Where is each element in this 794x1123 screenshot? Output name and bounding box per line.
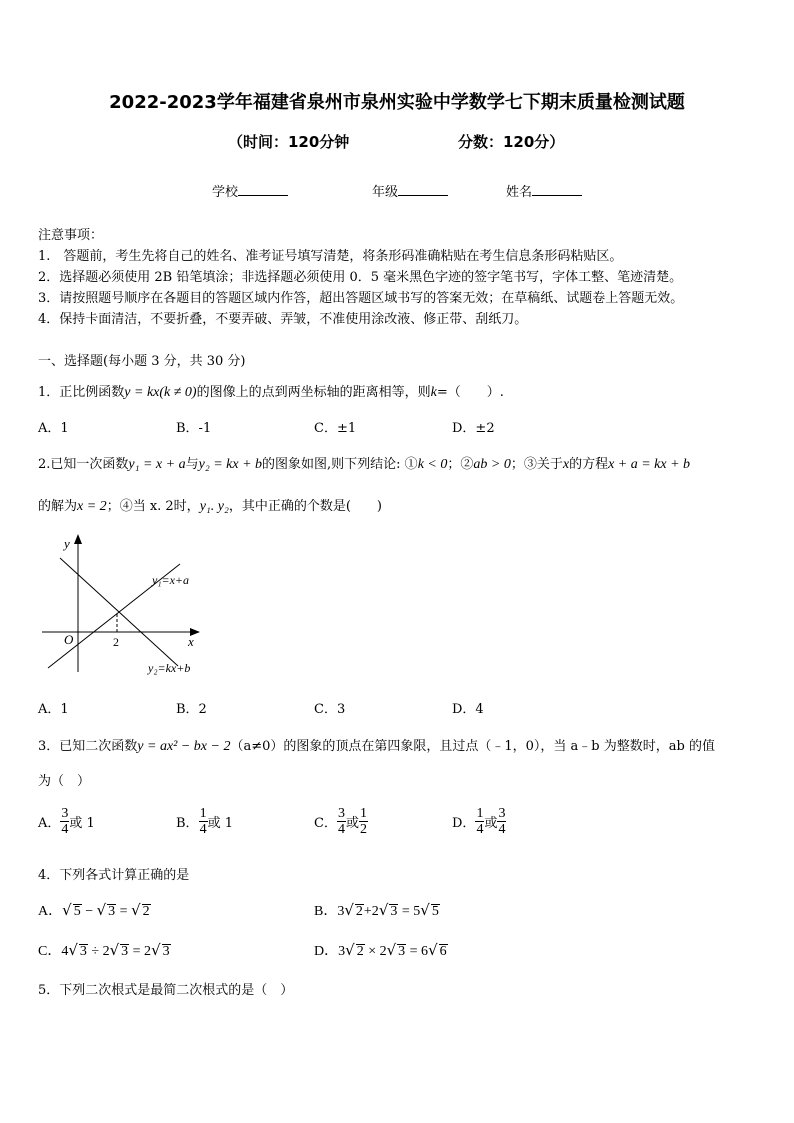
q4-a-rad2: 3 (108, 904, 116, 919)
q1-option-c[interactable]: C．±1 (314, 421, 357, 436)
q3-c-den2: 2 (359, 822, 367, 837)
q3-text-a: 3．已知二次函数 (38, 739, 138, 754)
q2-expr-7: x = 2 (77, 499, 107, 514)
exam-time: （时间：120分钟 (228, 133, 350, 151)
q4-d-op: × 2 (368, 944, 387, 959)
question-3-line2: 为（ ） (38, 774, 91, 789)
question-2-line2 (38, 495, 382, 515)
q3-b-den: 4 (199, 822, 207, 837)
q2-expr-6: x + a = kx + b (608, 457, 691, 472)
q4-c-rad1: 3 (79, 944, 87, 959)
q4-option-b[interactable] (314, 900, 440, 920)
q2-option-d[interactable]: D．4 (452, 702, 484, 717)
notice-item: 2．选择题必须使用 2B 铅笔填涂；非选择题必须使用 0．5 毫米黑色字迹的签字笔书写，字体工整、笔迹清楚。 (38, 270, 683, 285)
radical-icon: √ (62, 901, 72, 919)
name-field (506, 181, 582, 200)
q2-text-h: ；④当 x. 2时， (106, 499, 200, 514)
q3-option-a[interactable] (38, 806, 95, 837)
q3-a-tail: 或 1 (69, 816, 95, 831)
q4-b-eq: = 5 (401, 904, 421, 919)
q4-a-label: A． (38, 904, 63, 919)
origin-label: O (64, 632, 74, 647)
q4-d-coef1: 3 (338, 944, 346, 959)
q4-d-rad2: 3 (398, 944, 406, 959)
q3-option-d[interactable] (452, 806, 506, 837)
q2-text-f: 的方程 (569, 457, 609, 472)
line-y1-label: y₁=x+a (152, 573, 190, 587)
q2-graph (38, 530, 208, 680)
q1-text-a: 1．正比例函数 (38, 385, 125, 400)
q1-text-c: =（ ）. (436, 385, 504, 400)
q3-b-frac (199, 806, 208, 837)
q4-c-rad2: 3 (121, 944, 129, 959)
q3-expr: y = ax² − bx − 2 (137, 739, 231, 754)
q4-c-eq: = 2 (132, 944, 152, 959)
q2-option-c[interactable]: C．3 (314, 702, 346, 717)
section-title: 一、选择题(每小题 3 分，共 30 分) (38, 354, 246, 369)
q1-option-d[interactable]: D．±2 (452, 421, 495, 436)
x-label: x (188, 634, 194, 649)
q4-a-eq: = (119, 904, 128, 919)
y-label: y (64, 536, 70, 551)
q2-expr-5: x (562, 457, 570, 472)
notice-item: 3．请按照题号顺序在各题目的答题区域内作答，超出答题区域书写的答案无效；在草稿纸、试题卷上答题无效。 (38, 291, 684, 306)
radical-icon: √ (109, 941, 120, 959)
q2-expr-3: k < 0 (417, 457, 448, 472)
q4-d-label: D． (314, 944, 339, 959)
question-1 (38, 381, 504, 401)
q2-option-b[interactable]: B．2 (176, 702, 207, 717)
radical-icon: √ (131, 901, 141, 919)
q2-text-g: 的解为 (38, 499, 78, 514)
q4-d-rad1: 2 (356, 944, 364, 959)
q2-expr-1: y₁ = x + a (128, 457, 186, 472)
name-blank[interactable] (532, 183, 582, 196)
tick-2-label: 2 (113, 635, 119, 649)
q1-option-a[interactable]: A．1 (38, 421, 69, 436)
radical-icon: √ (420, 901, 430, 919)
q4-a-op: − (85, 904, 94, 919)
q4-b-op: +2 (363, 904, 379, 919)
q2-text-a: 2.已知一次函数 (38, 457, 129, 472)
q4-option-a[interactable] (38, 900, 151, 920)
q2-expr-2: y₂ = kx + b (198, 457, 263, 472)
q1-expr: y = kx(k ≠ 0) (124, 385, 197, 400)
notice-title: 注意事项： (38, 228, 104, 243)
q3-c-den1: 4 (337, 822, 345, 837)
q4-option-d[interactable] (314, 940, 448, 960)
q4-d-eq: = 6 (409, 944, 429, 959)
school-label: 学校 (212, 185, 239, 200)
q2-option-a[interactable]: A．1 (38, 702, 69, 717)
q3-d-num2: 3 (498, 806, 506, 821)
q3-text-b: （a≠0）的图象的顶点在第四象限，且过点（﹣1，0），当 a﹣b 为整数时，ab 的值 (230, 739, 715, 754)
question-3 (38, 735, 715, 755)
notice-item: 4．保持卡面清洁，不要折叠，不要弄破、弄皱，不准使用涂改液、修正带、刮纸刀。 (38, 312, 528, 327)
q1-option-b[interactable]: B．-1 (176, 421, 212, 436)
grade-label: 年级 (372, 185, 399, 200)
question-5: 5．下列二次根式是最简二次根式的是（ ） (38, 983, 294, 998)
y-axis-arrow-icon (74, 534, 82, 544)
q4-c-coef1: 4 (61, 944, 69, 959)
radical-icon: √ (68, 941, 78, 959)
q3-c-frac1 (337, 806, 346, 837)
q4-a-rad1: 5 (73, 904, 81, 919)
q3-a-num: 3 (61, 806, 69, 821)
q4-c-rad3: 3 (162, 944, 170, 959)
q4-option-c[interactable] (38, 940, 171, 960)
q4-c-op: ÷ 2 (91, 944, 110, 959)
q3-a-label: A． (38, 816, 61, 831)
q3-b-label: B． (176, 816, 199, 831)
q3-c-mid: 或 (345, 816, 359, 831)
q3-b-num: 1 (199, 806, 207, 821)
q2-text-i: ，其中正确的个数是( ) (228, 499, 383, 514)
page-title: 2022-2023学年福建省泉州市泉州实验中学数学七下期末质量检测试题 (109, 92, 685, 113)
q3-a-den: 4 (61, 822, 69, 837)
q4-b-rad1: 2 (355, 904, 363, 919)
q4-c-label: C． (38, 944, 62, 959)
radical-icon: √ (378, 901, 389, 919)
question-4: 4．下列各式计算正确的是 (38, 868, 190, 883)
q3-d-label: D． (452, 816, 476, 831)
radical-icon: √ (345, 941, 355, 959)
radical-icon: √ (344, 901, 354, 919)
q3-d-den1: 4 (476, 822, 484, 837)
q3-option-c[interactable] (314, 806, 368, 837)
q3-option-b[interactable] (176, 806, 233, 837)
grade-blank[interactable] (398, 183, 448, 196)
q4-a-rad3: 2 (142, 904, 150, 919)
q4-b-rad3: 5 (431, 904, 439, 919)
grade-field (372, 181, 448, 200)
q3-d-den2: 4 (498, 822, 506, 837)
q2-expr-4: ab > 0 (473, 457, 511, 472)
q4-b-coef1: 3 (337, 904, 345, 919)
q2-text-b: 与 (185, 457, 199, 472)
school-blank[interactable] (238, 183, 288, 196)
radical-icon: √ (96, 901, 107, 919)
q3-d-mid: 或 (484, 816, 498, 831)
q4-b-rad2: 3 (390, 904, 398, 919)
radical-icon: √ (151, 941, 161, 959)
school-field (212, 181, 288, 200)
q3-d-frac2 (497, 806, 506, 837)
q3-c-frac2 (359, 806, 368, 837)
q3-b-tail: 或 1 (207, 816, 233, 831)
line-y2-label: y₂=kx+b (148, 661, 191, 675)
q1-text-b: 的图像上的点到两坐标轴的距离相等，则 (196, 385, 431, 400)
q2-text-e: ；③关于 (510, 457, 563, 472)
question-2 (38, 453, 690, 473)
q4-b-label: B． (314, 904, 338, 919)
q3-c-num2: 1 (359, 806, 367, 821)
radical-icon: √ (428, 941, 438, 959)
q2-text-d: ；② (447, 457, 474, 472)
radical-icon: √ (386, 941, 397, 959)
q3-c-label: C． (314, 816, 337, 831)
q1-expr2: k (430, 385, 437, 400)
name-label: 姓名 (506, 185, 533, 200)
exam-score: 分数：120分） (458, 133, 565, 151)
notice-item: 1. 答题前，考生先将自己的姓名、准考证号填写清楚，将条形码准确粘贴在考生信息条形码粘贴区。 (38, 249, 623, 264)
q4-d-rad3: 6 (439, 944, 447, 959)
q2-text-c: 的图象如图,则下列结论: ① (262, 457, 418, 472)
q3-d-num1: 1 (476, 806, 484, 821)
q3-c-num1: 3 (337, 806, 345, 821)
q2-expr-8: y₁. y₂ (199, 499, 229, 514)
